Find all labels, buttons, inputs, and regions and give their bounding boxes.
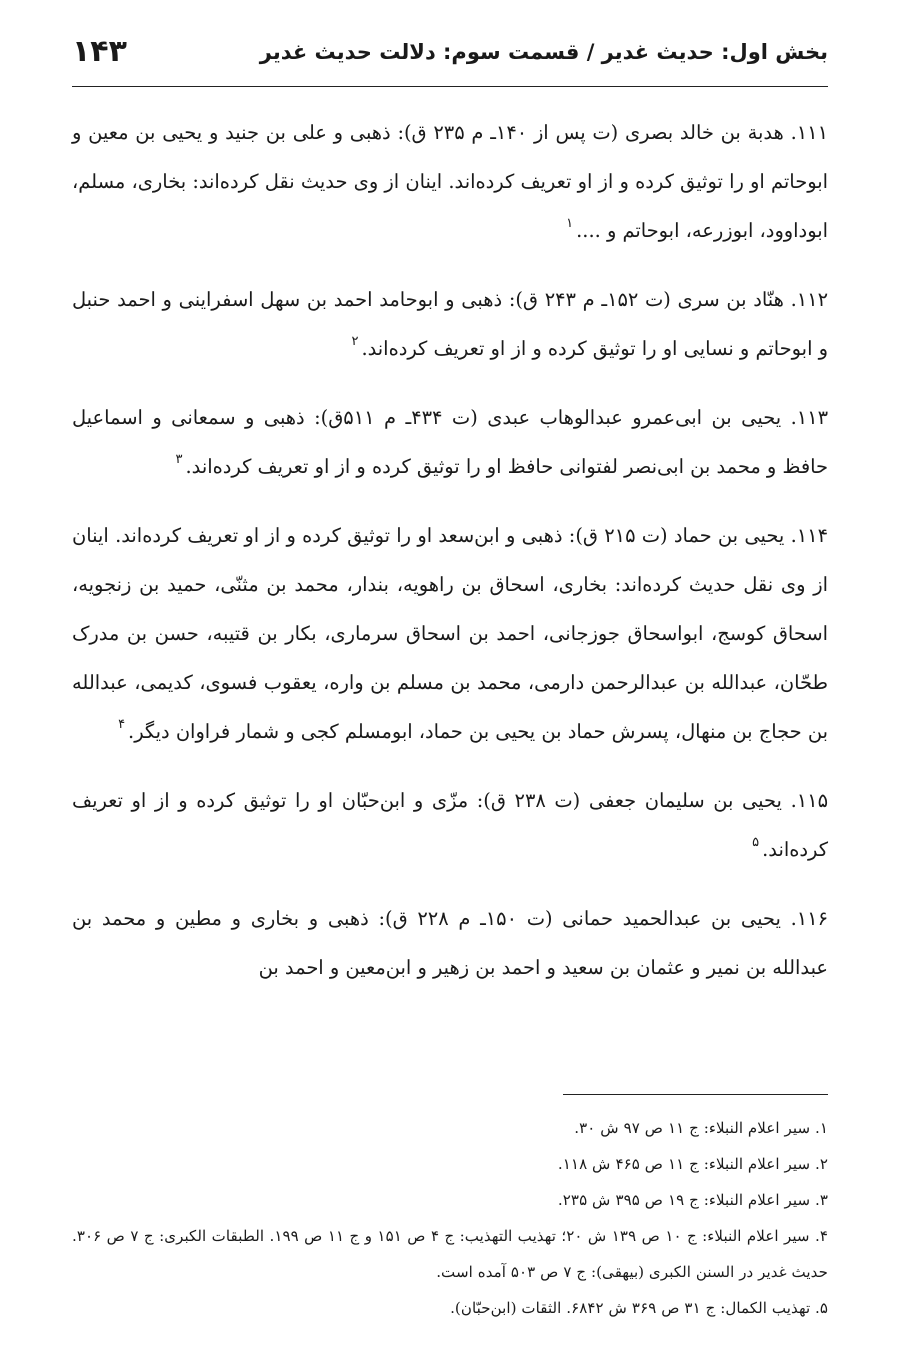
entry-116 [72, 894, 828, 992]
footnote-ref[interactable]: ۵ [752, 835, 760, 850]
footnote-ref[interactable]: ۳ [175, 452, 183, 467]
entry-text: ۱۱۴. یحیی بن حماد (ت ۲۱۵ ق): ذهبی و ابن‌سعد او را توثیق کرده و از او تعریف کرده‌اند. اینان از وی نقل حدیث کرده‌اند: بخاری، اسحاق بن راهویه، بندار، محمد بن مثنّی، حمید بن زنجویه، اسحاق کوسج، ابواسحاق جوزجانی، احمد بن اسحاق سرماری، بکار بن قتیبه، حسن بن مدرک طحّان، عبدالله بن عبدالرحمن دارمی، محمد بن مسلم بن واره، یعقوب فسوی، کدیمی، عبدالله بن حجاج بن منهال، پسرش حماد بن یحیی بن حماد، ابومسلم کجی و شمار فراوان دیگر. [72, 524, 828, 743]
page-header [72, 30, 828, 87]
entry-113 [72, 393, 828, 491]
footnote-5: ۵. تهذیب الکمال: ج ۳۱ ص ۳۶۹ ش ۶۸۴۲. الثقات (ابن‌حبّان). [450, 1299, 828, 1317]
entry-115 [72, 776, 828, 874]
main-text [72, 108, 828, 1012]
page-number: ۱۴۳ [72, 34, 127, 69]
entry-text: ۱۱۶. یحیی بن عبدالحمید حمانی (ت ۱۵۰ـ م ۲۲۸ ق): ذهبی و بخاری و مطین و محمد بن عبدالله بن نمیر و عثمان بن سعید و احمد بن زهیر و ابن‌معین و احمد بن [72, 907, 828, 979]
running-title: بخش اول: حدیث غدیر / قسمت سوم: دلالت حدیث غدیر [259, 40, 828, 64]
footnote-ref[interactable]: ۴ [118, 717, 126, 732]
entry-text: ۱۱۳. یحیی بن ابی‌عمرو عبدالوهاب عبدی (ت ۴۳۴ـ م ۵۱۱ق): ذهبی و سمعانی و اسماعیل حافظ و محمد بن ابی‌نصر لفتوانی حافظ او را توثیق کرده و از او تعریف کرده‌اند. [72, 406, 829, 478]
entry-text: ۱۱۲. هنّاد بن سری (ت ۱۵۲ـ م ۲۴۳ ق): ذهبی و ابوحامد احمد بن سهل اسفراینی و احمد حنبل و ابوحاتم و نسایی او را توثیق کرده و از او تعریف کرده‌اند. [72, 288, 828, 360]
footnote-divider [563, 1094, 828, 1095]
entry-111 [72, 108, 828, 255]
footnotes [72, 1110, 828, 1326]
footnote-1: ۱. سیر اعلام النبلاء: ج ۱۱ ص ۹۷ ش ۳۰. [574, 1119, 828, 1137]
entry-text: ۱۱۱. هدبة بن خالد بصری (ت پس از ۱۴۰ـ م ۲۳۵ ق): ذهبی و علی بن جنید و یحیی بن معین و ابوحاتم او را توثیق کرده و از او تعریف کرده‌اند. اینان از وی حدیث نقل کرده‌اند: بخاری، مسلم، ابوداوود، ابوزرعه، ابوحاتم و .... [72, 121, 828, 242]
footnote-4: ۴. سیر اعلام النبلاء: ج ۱۰ ص ۱۳۹ ش ۲۰؛ تهذیب التهذیب: ج ۴ ص ۱۵۱ و ج ۱۱ ص ۱۹۹. الطبقات الکبری: ج ۷ ص ۳۰۶. حدیث غدیر در السنن الکبری (بیهقی): ج ۷ ص ۵۰۳ آمده است. [72, 1227, 828, 1281]
footnote-ref[interactable]: ۱ [566, 216, 574, 231]
entry-text: ۱۱۵. یحیی بن سلیمان جعفی (ت ۲۳۸ ق): مزّی و ابن‌حبّان او را توثیق کرده و از او تعریف کرده‌اند. [72, 789, 828, 861]
entry-112 [72, 275, 828, 373]
footnote-3: ۳. سیر اعلام النبلاء: ج ۱۹ ص ۳۹۵ ش ۲۳۵. [557, 1191, 828, 1209]
footnote-2: ۲. سیر اعلام النبلاء: ج ۱۱ ص ۴۶۵ ش ۱۱۸. [557, 1155, 828, 1173]
entry-114 [72, 511, 828, 756]
footnote-ref[interactable]: ۲ [351, 334, 359, 349]
